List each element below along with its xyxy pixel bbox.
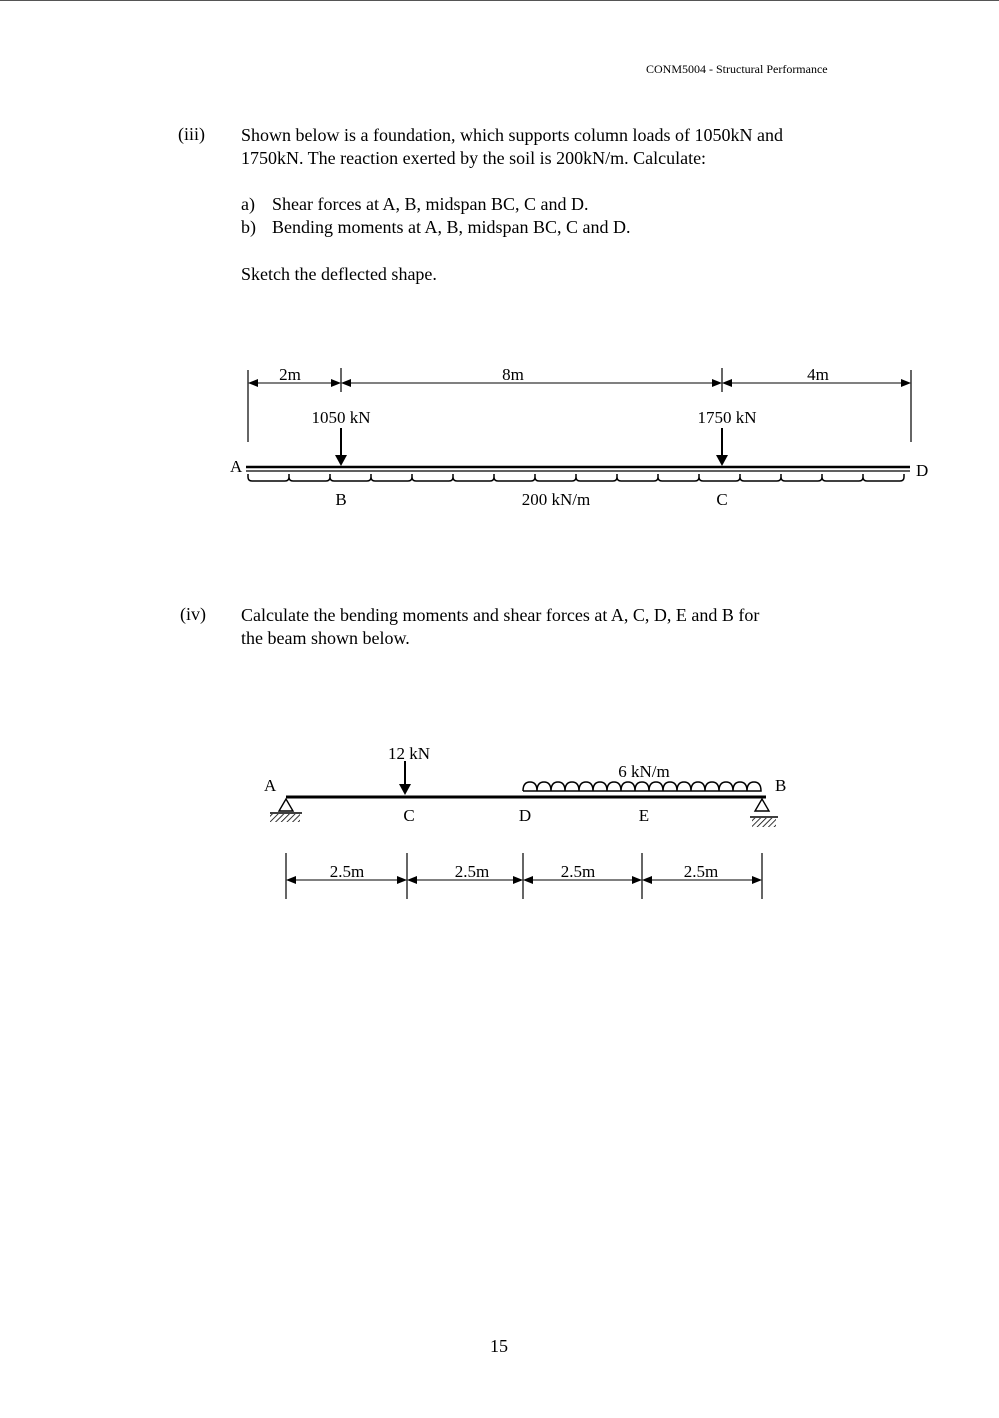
support-a-pin <box>279 799 293 811</box>
dimension-label-bc: 8m <box>502 365 524 384</box>
task-label: a) <box>241 194 255 214</box>
point-label-a-iv: A <box>264 776 277 795</box>
sketch-instruction: Sketch the deflected shape. <box>241 264 437 284</box>
point-label-c-iv: C <box>403 806 415 825</box>
question-iii-intro <box>241 124 881 170</box>
distributed-load <box>523 782 761 791</box>
top-rule <box>0 0 999 1</box>
load-label-c: 1750 kN <box>697 408 757 427</box>
point-label-d: D <box>916 461 929 480</box>
udl-label: 200 kN/m <box>521 490 591 509</box>
point-label-b: B <box>335 490 347 509</box>
point-label-e-iv: E <box>638 806 650 825</box>
question-iii-tasks <box>241 193 881 239</box>
question-number-iv: (iv) <box>180 604 206 624</box>
task-label: b) <box>241 217 256 237</box>
dimension-label-eb: 2.5m <box>683 862 719 881</box>
dimension-label-ac: 2.5m <box>329 862 365 881</box>
question-iv-text <box>241 604 881 650</box>
load-label-b: 1050 kN <box>311 408 371 427</box>
beam-diagram <box>0 735 999 905</box>
question-iv-line-1: Calculate the bending moments and shear forces at A, C, D, E and B for <box>241 605 760 625</box>
intro-line-1: Shown below is a foundation, which supports column loads of 1050kN and <box>241 125 783 145</box>
intro-line-2: 1750kN. The reaction exerted by the soil is 200kN/m. Calculate: <box>241 148 707 168</box>
dimension-label-de: 2.5m <box>560 862 596 881</box>
dimension-label-cd: 4m <box>807 365 829 384</box>
foundation-diagram <box>0 360 999 520</box>
support-b-hatch <box>752 818 776 827</box>
support-a-hatch <box>270 814 300 822</box>
page-header: CONM5004 - Structural Performance <box>646 62 828 76</box>
question-number-iii: (iii) <box>178 124 205 144</box>
support-b-pin <box>755 799 769 811</box>
page-number: 15 <box>490 1336 508 1356</box>
point-load-arrow-head <box>399 784 411 795</box>
point-load-label: 12 kN <box>387 744 431 763</box>
task-item <box>241 216 881 239</box>
dimension-label-ab: 2m <box>279 365 301 384</box>
task-text: Bending moments at A, B, midspan BC, C and D. <box>272 217 631 237</box>
task-text: Shear forces at A, B, midspan BC, C and D. <box>272 194 589 214</box>
point-label-d-iv: D <box>518 806 532 825</box>
udl-label-iv: 6 kN/m <box>618 762 670 781</box>
question-iv-line-2: the beam shown below. <box>241 628 410 648</box>
load-arrow-b-head <box>335 455 347 466</box>
dimension-label-cd-iv: 2.5m <box>454 862 490 881</box>
point-label-a: A <box>230 457 243 476</box>
load-arrow-c-head <box>716 455 728 466</box>
point-label-c: C <box>716 490 728 509</box>
task-item <box>241 193 881 216</box>
soil-pressure-udl <box>248 474 904 481</box>
point-label-b-iv: B <box>775 776 787 795</box>
